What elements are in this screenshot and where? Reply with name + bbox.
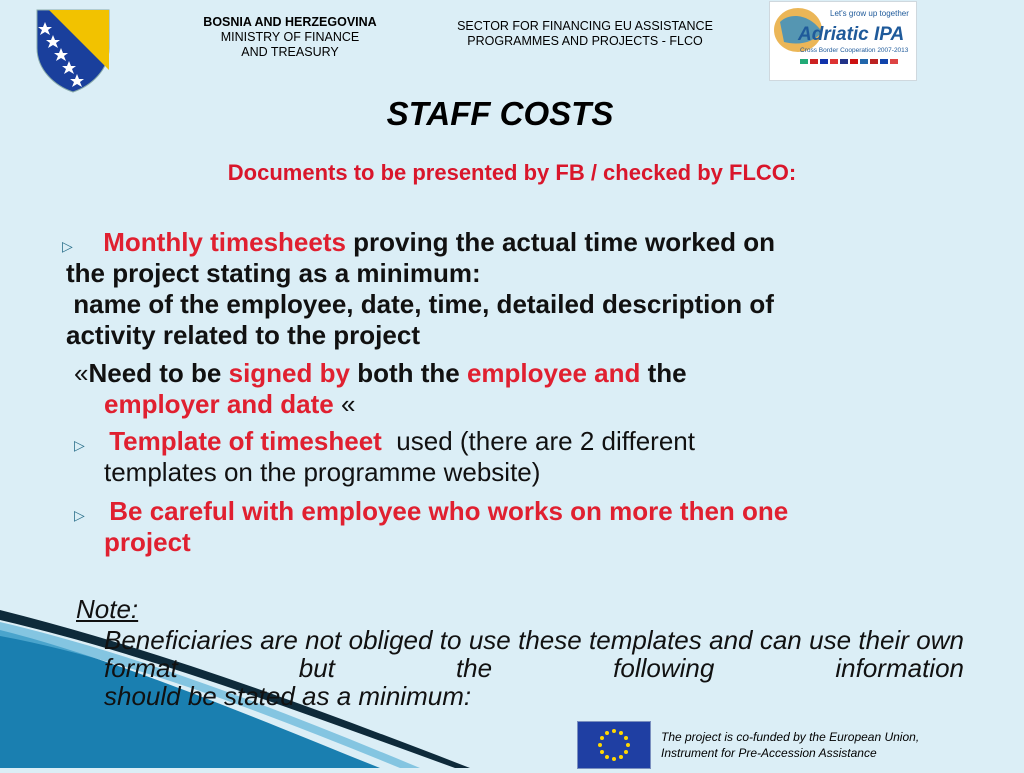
eu-stars-icon	[578, 722, 650, 768]
bullet-2-line-2: templates on the programme website)	[104, 457, 541, 487]
quote-part-5: the	[640, 358, 687, 388]
bullet-1-text: proving the actual time worked on	[345, 227, 776, 257]
eu-flag-icon	[577, 721, 651, 769]
country-name: BOSNIA AND HERZEGOVINA	[203, 15, 377, 29]
bullet-2-text: used (there are 2 different	[381, 426, 695, 456]
logo-subtitle: Cross Border Cooperation 2007-2013	[800, 47, 909, 54]
note-label: Note:	[76, 594, 139, 624]
bullet-arrow-icon: ▷	[74, 437, 85, 453]
logo-tagline: Let's grow up together	[830, 9, 909, 18]
adriatic-ipa-logo-graphic	[770, 2, 916, 80]
bullet-3-line-2: project	[104, 527, 191, 557]
sector-line-1: SECTOR FOR FINANCING EU ASSISTANCE	[457, 19, 713, 33]
quote-signed-by: signed by	[228, 358, 350, 388]
note-body: Beneficiaries are not obliged to use these templates and can use their own format but the following information	[104, 625, 964, 683]
bullet-3-text: Be careful with employee who works on more then one	[109, 496, 789, 526]
bullet-1-highlight: Monthly timesheets	[103, 227, 346, 257]
slide-subtitle: Documents to be presented by FB / checked by FLCO:	[227, 160, 797, 185]
sector-line-2: PROGRAMMES AND PROJECTS - FLCO	[467, 34, 703, 48]
sector-header	[420, 19, 750, 49]
quote-line-1	[74, 358, 687, 389]
quote-close: «	[333, 389, 356, 419]
footer-line-1: The project is co-funded by the European Union,	[661, 730, 920, 744]
quote-part-1: Need to be	[88, 358, 229, 388]
bullet-arrow-icon: ▷	[62, 238, 73, 254]
bullet-1-line-3: name of the employee, date, time, detailed description of	[66, 289, 774, 319]
quote-employer: employer and date	[104, 389, 334, 419]
bullet-1-line-1	[62, 227, 775, 262]
ministry-header	[170, 15, 410, 60]
quote-line-2	[104, 389, 355, 420]
bullet-2-line-1	[74, 426, 695, 461]
bih-coat-of-arms-icon	[35, 8, 111, 94]
quote-open: «	[74, 358, 89, 388]
bullet-1-line-4: activity related to the project	[66, 320, 420, 350]
footer-line-2: Instrument for Pre-Accession Assistance	[661, 746, 877, 760]
logo-name: Adriatic IPA	[798, 24, 905, 45]
ministry-name: MINISTRY OF FINANCE	[220, 30, 360, 44]
slide-title: STAFF COSTS	[386, 95, 614, 132]
footer-note	[661, 729, 1001, 761]
bullet-1-line-2: the project stating as a minimum:	[66, 258, 481, 288]
bullet-arrow-icon: ▷	[74, 507, 85, 523]
bullet-2-highlight: Template of timesheet	[109, 426, 382, 456]
note-last-line: should be stated as a minimum:	[104, 681, 472, 711]
bullet-3-line-1	[74, 496, 788, 531]
quote-employee: employee and	[466, 358, 641, 388]
ministry-name-2: AND TREASURY	[241, 45, 339, 59]
adriatic-ipa-logo	[769, 1, 917, 81]
logo-flags-strip	[800, 59, 898, 64]
quote-part-3: both the	[349, 358, 467, 388]
